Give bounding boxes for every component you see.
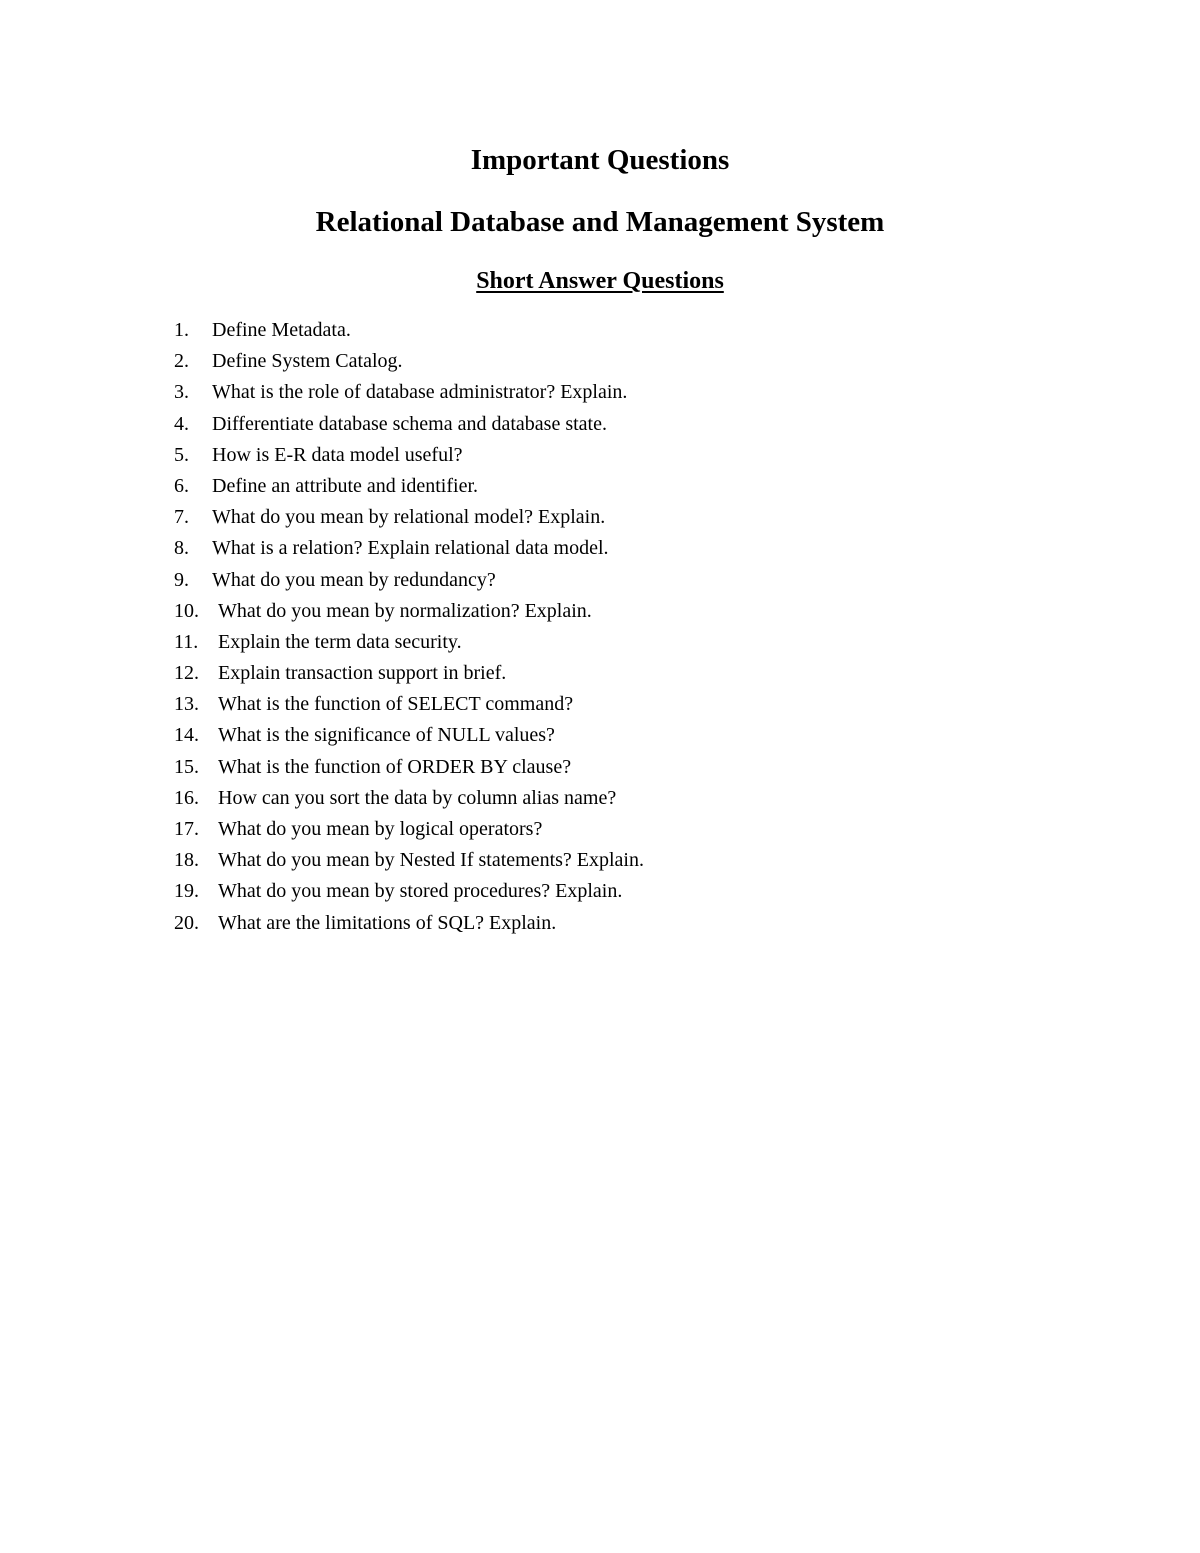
question-text: What do you mean by logical operators? (218, 818, 543, 840)
question-number: 2. (174, 350, 189, 373)
question-number: 19. (174, 880, 199, 903)
question-number: 1. (174, 319, 189, 341)
question-number: 9. (174, 568, 189, 591)
question-text: Define System Catalog. (212, 350, 403, 373)
question-text: What is a relation? Explain relational data model. (212, 537, 609, 560)
question-number: 11. (174, 630, 199, 653)
question-text: Define Metadata. (212, 319, 351, 341)
question-number: 8. (174, 537, 189, 560)
question-text: What is the function of SELECT command? (218, 693, 574, 716)
question-number: 6. (174, 474, 189, 497)
question-text: What is the role of database administrator? Explain. (212, 381, 628, 404)
question-text: Explain the term data security. (218, 630, 462, 653)
question-item (174, 409, 1074, 440)
question-text: What are the limitations of SQL? Explain. (218, 911, 557, 934)
question-item (174, 533, 1074, 564)
page-title: Important Questions (470, 144, 730, 176)
question-number: 13. (174, 693, 199, 716)
question-item (174, 440, 1074, 471)
question-list (174, 315, 1074, 939)
question-item (174, 845, 1074, 876)
question-item (174, 783, 1074, 814)
question-text: What do you mean by relational model? Explain. (212, 506, 606, 529)
question-item (174, 876, 1074, 907)
question-number: 7. (174, 506, 189, 529)
question-item (174, 689, 1074, 720)
question-text: What do you mean by Nested If statements? Explain. (218, 849, 644, 872)
question-number: 16. (174, 786, 199, 809)
question-item (174, 471, 1074, 502)
question-text: Define an attribute and identifier. (212, 474, 479, 497)
question-text: Explain transaction support in brief. (218, 662, 507, 685)
question-number: 17. (174, 818, 199, 840)
question-item (174, 502, 1074, 533)
question-item (174, 377, 1074, 408)
question-item (174, 565, 1074, 596)
question-item (174, 627, 1074, 658)
question-text: What is the function of ORDER BY clause? (218, 755, 572, 778)
question-number: 3. (174, 381, 189, 404)
question-number: 15. (174, 755, 199, 778)
question-text: How is E-R data model useful? (212, 443, 463, 466)
question-text: Differentiate database schema and database state. (212, 412, 607, 435)
question-number: 14. (174, 724, 199, 747)
question-text: How can you sort the data by column alias name? (218, 786, 617, 809)
question-number: 4. (174, 412, 189, 435)
question-item (174, 596, 1074, 627)
question-item (174, 814, 1074, 845)
question-text: What do you mean by normalization? Explain. (218, 599, 592, 622)
question-item (174, 346, 1074, 377)
question-item (174, 720, 1074, 751)
question-number: 5. (174, 443, 189, 466)
question-text: What is the significance of NULL values? (218, 724, 555, 747)
page-subtitle: Relational Database and Management System (315, 206, 885, 238)
question-item (174, 658, 1074, 689)
question-item (174, 315, 1074, 346)
question-item (174, 908, 1074, 939)
question-number: 12. (174, 662, 199, 685)
question-number: 18. (174, 849, 199, 872)
question-item (174, 752, 1074, 783)
question-number: 10. (174, 599, 199, 622)
question-number: 20. (174, 911, 199, 934)
question-text: What do you mean by stored procedures? Explain. (218, 880, 623, 903)
question-text: What do you mean by redundancy? (212, 568, 496, 591)
section-heading: Short Answer Questions (476, 268, 724, 294)
